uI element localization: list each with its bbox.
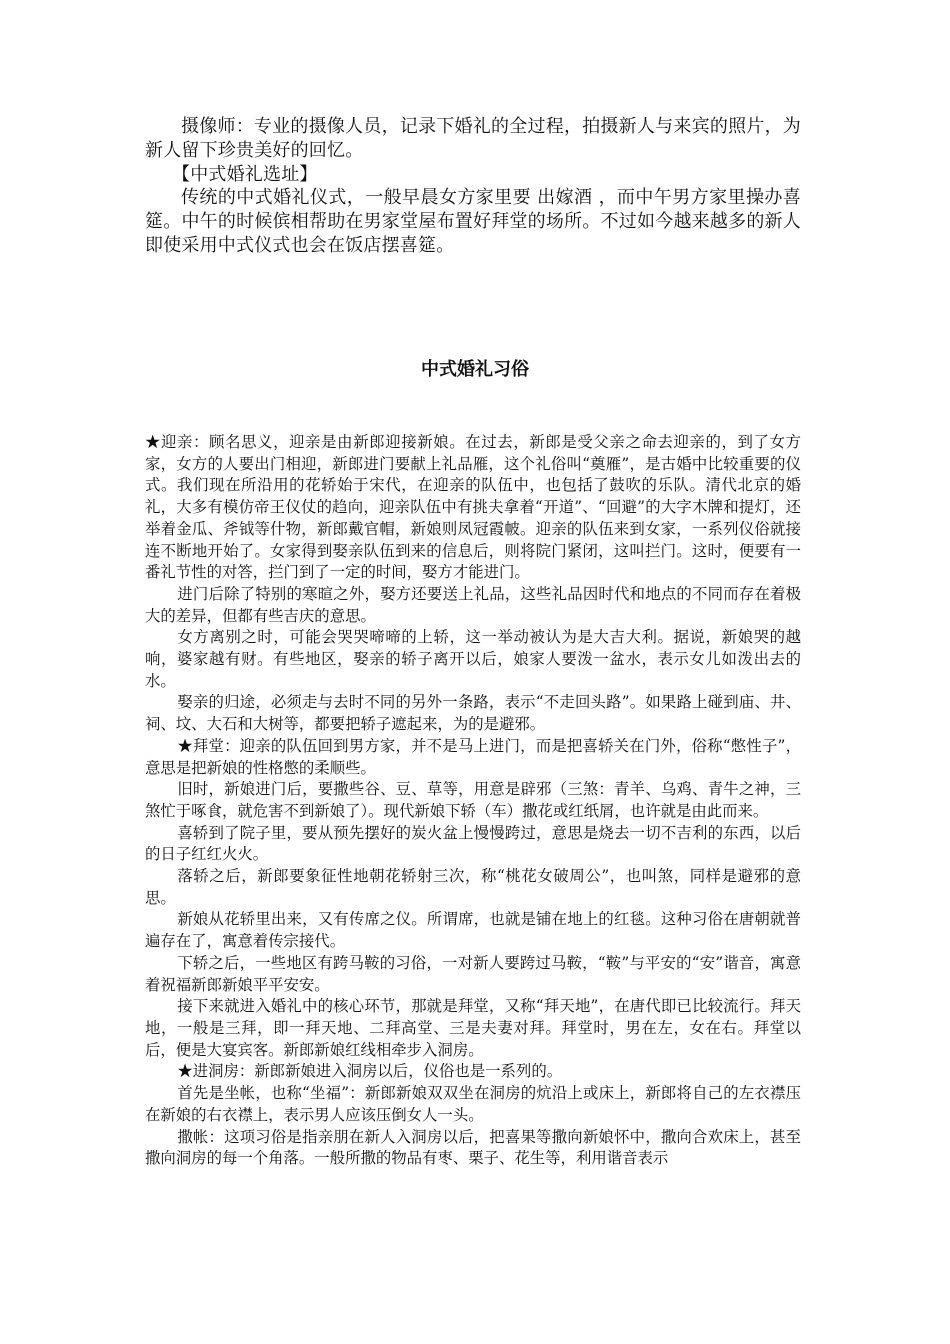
paragraph-arrows: 落轿之后，新郎要象征性地朝花轿射三次，称“桃花女破周公”，也叫煞，同样是避邪的意思。 xyxy=(145,867,801,907)
paragraph-departure: 女方离别之时，可能会哭哭啼啼的上轿，这一举动被认为是大吉大利。据说，新娘哭的越响，婆家越有财。有些地区，娶亲的轿子离开以后，娘家人要泼一盆水，表示女儿如泼出去的水。 xyxy=(145,628,801,690)
paragraph-fire-basin: 喜轿到了院子里，要从预先摆好的炭火盆上慢慢跨过，意思是烧去一切不吉利的东西，以后的日子红红火火。 xyxy=(145,823,801,864)
paragraph-scatter-grain: 旧时，新娘进门后，要撒些谷、豆、草等，用意是辟邪（三煞：青羊、乌鸡、青牛之神，三煞忙于啄食，就危害不到新娘了）。现代新娘下轿（车）撒花或红纸屑，也许就是由此而来。 xyxy=(145,780,801,820)
photographer-paragraph: 摄像师：专业的摄像人员，记录下婚礼的全过程，拍摄新人与来宾的照片，为新人留下珍贵美好的回忆。 xyxy=(145,116,801,161)
paragraph-bowing-ceremony: ★拜堂：迎亲的队伍回到男方家，并不是马上进门，而是把喜轿关在门外，俗称“憋性子”，意思是把新娘的性格憋的柔顺些。 xyxy=(145,736,801,777)
customs-body xyxy=(145,432,801,1170)
paragraph-saddle: 下轿之后，一些地区有跨马鞍的习俗，一对新人要跨过马鞍，“鞍”与平安的“安”谐音，寓意着祝福新郎新娘平平安安。 xyxy=(145,953,801,994)
paragraph-welcoming: ★迎亲：顾名思义，迎亲是由新郎迎接新娘。在过去，新郎是受父亲之命去迎亲的，到了女方家，女方的人要出门相迎，新郎进门要献上礼品雁，这个礼俗叫“奠雁”，是古婚中比较重要的仪式。我们现在所沿用的花轿始于宋代，在迎亲的队伍中，也包括了鼓吹的乐队。清代北京的婚礼，大多有模仿帝王仪仗的趋向，迎亲队伍中有挑夫拿着“开道”、“回避”的大字木牌和提灯，还举着金瓜、斧钺等什物，新郎戴官帽，新娘则凤冠霞帔。迎亲的队伍来到女家，一系列仪俗就接连不断地开始了。女家得到娶亲队伍到来的信息后，则将院门紧闭，这叫拦门。这时，便要有一番礼节性的对答，拦门到了一定的时间，娶方才能进门。 xyxy=(145,433,801,582)
paragraph-red-carpet: 新娘从花轿里出来，又有传席之仪。所谓席，也就是铺在地上的红毯。这种习俗在唐朝就普遍存在了，寓意着传宗接代。 xyxy=(145,910,801,951)
paragraph-gifts: 进门后除了特别的寒暄之外，娶方还要送上礼品，这些礼品因时代和地点的不同而存在着极大的差异，但都有些吉庆的意思。 xyxy=(145,584,801,625)
paragraph-sitting-tent: 首先是坐帐，也称“坐福”：新郎新娘双双坐在洞房的炕沿上或床上，新郎将自己的左衣襟压在新娘的右衣襟上，表示男人应该压倒女人一头。 xyxy=(145,1084,801,1124)
venue-paragraph: 传统的中式婚礼仪式，一般早晨女方家里要 出嫁酒 ，而中午男方家里操办喜筵。中午的时候傧相帮助在男家堂屋布置好拜堂的场所。不过如今越来越多的新人即使采用中式仪式也会在饭店摆喜筵。 xyxy=(145,187,801,256)
section-title: 中式婚礼习俗 xyxy=(421,359,529,380)
paragraph-worship: 接下来就进入婚礼中的核心环节，那就是拜堂，又称“拜天地”，在唐代即已比较流行。拜天地，一般是三拜，即一拜天地、二拜高堂、三是夫妻对拜。拜堂时，男在左，女在右。拜堂以后，便是大宴宾客。新郎新娘红线相牵步入洞房。 xyxy=(145,997,801,1059)
paragraph-return-route: 娶亲的归途，必须走与去时不同的另外一条路，表示“不走回头路”。如果路上碰到庙、井、祠、坟、大石和大树等，都要把轿子遮起来，为的是避邪。 xyxy=(145,693,801,734)
venue-heading: 【中式婚礼选址】 xyxy=(172,163,318,185)
paragraph-bridal-chamber: ★进洞房：新郎新娘进入洞房以后，仪俗也是一系列的。 xyxy=(177,1062,563,1081)
paragraph-scatter-tent: 撒帐：这项习俗是指亲朋在新人入洞房以后，把喜果等撒向新娘怀中，撒向合欢床上，甚至撒向洞房的每一个角落。一般所撒的物品有枣、栗子、花生等，利用谐音表示 xyxy=(145,1127,801,1168)
intro-section xyxy=(145,115,801,258)
